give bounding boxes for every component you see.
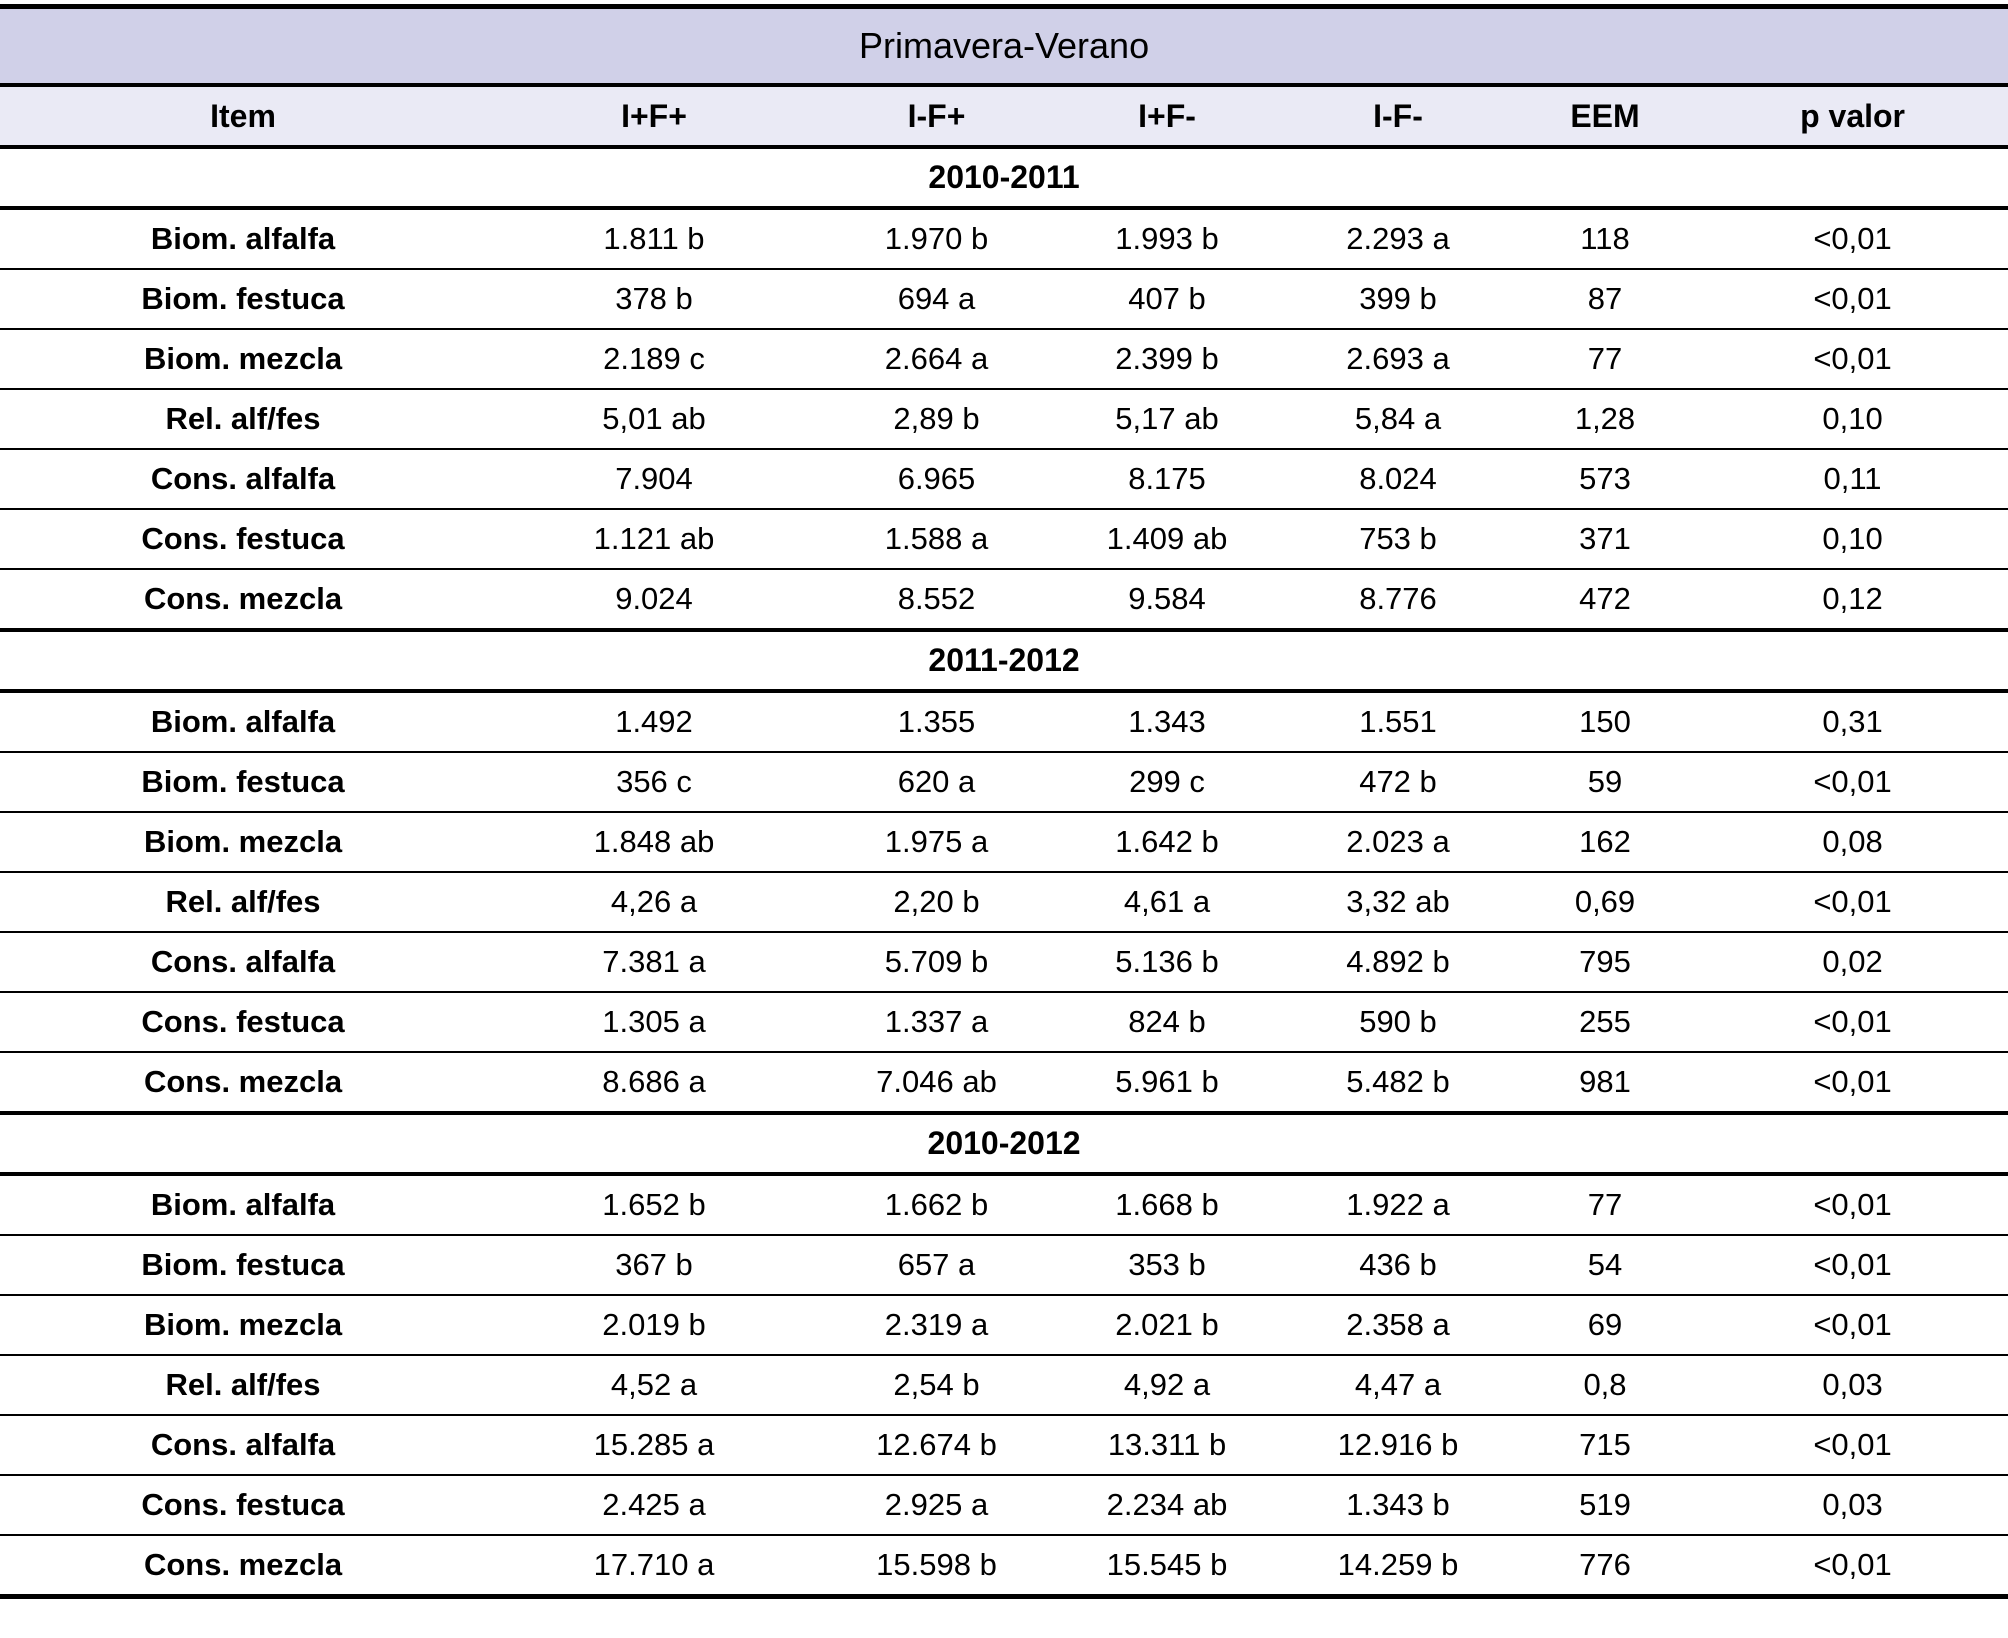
i-plus-f-plus-cell: 1.121 ab bbox=[486, 509, 822, 569]
p-valor-cell: <0,01 bbox=[1697, 872, 2008, 932]
p-valor-cell: <0,01 bbox=[1697, 992, 2008, 1052]
eem-cell: 1,28 bbox=[1513, 389, 1697, 449]
item-cell: Biom. alfalfa bbox=[0, 208, 486, 269]
column-header-i-minus-f-minus: I-F- bbox=[1283, 85, 1513, 147]
item-cell: Biom. mezcla bbox=[0, 812, 486, 872]
item-cell: Cons. mezcla bbox=[0, 569, 486, 630]
item-cell: Cons. alfalfa bbox=[0, 932, 486, 992]
column-header-i-plus-f-plus: I+F+ bbox=[486, 85, 822, 147]
i-plus-f-minus-cell: 2.399 b bbox=[1051, 329, 1283, 389]
i-minus-f-minus-cell: 3,32 ab bbox=[1283, 872, 1513, 932]
i-minus-f-minus-cell: 5,84 a bbox=[1283, 389, 1513, 449]
i-minus-f-plus-cell: 1.337 a bbox=[822, 992, 1051, 1052]
item-cell: Biom. alfalfa bbox=[0, 1174, 486, 1235]
i-plus-f-plus-cell: 2.425 a bbox=[486, 1475, 822, 1535]
section-period-label: 2010-2011 bbox=[0, 147, 2008, 208]
p-valor-cell: <0,01 bbox=[1697, 1052, 2008, 1113]
i-plus-f-plus-cell: 1.811 b bbox=[486, 208, 822, 269]
table-row bbox=[0, 1415, 2008, 1475]
eem-cell: 77 bbox=[1513, 329, 1697, 389]
eem-cell: 981 bbox=[1513, 1052, 1697, 1113]
p-valor-cell: <0,01 bbox=[1697, 269, 2008, 329]
i-minus-f-minus-cell: 5.482 b bbox=[1283, 1052, 1513, 1113]
i-plus-f-plus-cell: 17.710 a bbox=[486, 1535, 822, 1597]
eem-cell: 87 bbox=[1513, 269, 1697, 329]
table-row bbox=[0, 329, 2008, 389]
i-plus-f-minus-cell: 5,17 ab bbox=[1051, 389, 1283, 449]
item-cell: Cons. alfalfa bbox=[0, 1415, 486, 1475]
i-minus-f-plus-cell: 2.925 a bbox=[822, 1475, 1051, 1535]
p-valor-cell: 0,02 bbox=[1697, 932, 2008, 992]
i-plus-f-minus-cell: 9.584 bbox=[1051, 569, 1283, 630]
eem-cell: 118 bbox=[1513, 208, 1697, 269]
i-plus-f-plus-cell: 7.381 a bbox=[486, 932, 822, 992]
table-row bbox=[0, 1052, 2008, 1113]
i-plus-f-plus-cell: 15.285 a bbox=[486, 1415, 822, 1475]
p-valor-cell: <0,01 bbox=[1697, 329, 2008, 389]
p-valor-cell: 0,10 bbox=[1697, 389, 2008, 449]
item-cell: Rel. alf/fes bbox=[0, 389, 486, 449]
i-plus-f-minus-cell: 1.343 bbox=[1051, 691, 1283, 752]
i-minus-f-plus-cell: 8.552 bbox=[822, 569, 1051, 630]
i-minus-f-plus-cell: 7.046 ab bbox=[822, 1052, 1051, 1113]
i-plus-f-plus-cell: 1.652 b bbox=[486, 1174, 822, 1235]
p-valor-cell: 0,10 bbox=[1697, 509, 2008, 569]
eem-cell: 715 bbox=[1513, 1415, 1697, 1475]
i-plus-f-minus-cell: 1.668 b bbox=[1051, 1174, 1283, 1235]
p-valor-cell: <0,01 bbox=[1697, 1535, 2008, 1597]
table-body bbox=[0, 147, 2008, 1597]
i-plus-f-plus-cell: 1.848 ab bbox=[486, 812, 822, 872]
i-plus-f-minus-cell: 1.642 b bbox=[1051, 812, 1283, 872]
i-plus-f-plus-cell: 4,52 a bbox=[486, 1355, 822, 1415]
column-header-i-plus-f-minus: I+F- bbox=[1051, 85, 1283, 147]
eem-cell: 255 bbox=[1513, 992, 1697, 1052]
table-row bbox=[0, 752, 2008, 812]
i-minus-f-minus-cell: 4.892 b bbox=[1283, 932, 1513, 992]
eem-cell: 371 bbox=[1513, 509, 1697, 569]
i-minus-f-plus-cell: 6.965 bbox=[822, 449, 1051, 509]
p-valor-cell: 0,31 bbox=[1697, 691, 2008, 752]
p-valor-cell: 0,03 bbox=[1697, 1475, 2008, 1535]
i-minus-f-plus-cell: 2.664 a bbox=[822, 329, 1051, 389]
i-plus-f-minus-cell: 13.311 b bbox=[1051, 1415, 1283, 1475]
table-row bbox=[0, 1235, 2008, 1295]
p-valor-cell: 0,08 bbox=[1697, 812, 2008, 872]
i-minus-f-minus-cell: 436 b bbox=[1283, 1235, 1513, 1295]
table-row bbox=[0, 569, 2008, 630]
i-minus-f-plus-cell: 2,89 b bbox=[822, 389, 1051, 449]
table-row bbox=[0, 1535, 2008, 1597]
item-cell: Biom. festuca bbox=[0, 752, 486, 812]
column-header-p-valor: p valor bbox=[1697, 85, 2008, 147]
i-plus-f-plus-cell: 7.904 bbox=[486, 449, 822, 509]
eem-cell: 0,8 bbox=[1513, 1355, 1697, 1415]
table-row bbox=[0, 812, 2008, 872]
table-row bbox=[0, 1295, 2008, 1355]
i-plus-f-plus-cell: 356 c bbox=[486, 752, 822, 812]
item-cell: Rel. alf/fes bbox=[0, 1355, 486, 1415]
i-plus-f-minus-cell: 299 c bbox=[1051, 752, 1283, 812]
i-minus-f-plus-cell: 2,54 b bbox=[822, 1355, 1051, 1415]
item-cell: Cons. festuca bbox=[0, 992, 486, 1052]
p-valor-cell: <0,01 bbox=[1697, 208, 2008, 269]
column-header-eem: EEM bbox=[1513, 85, 1697, 147]
p-valor-cell: <0,01 bbox=[1697, 1174, 2008, 1235]
i-minus-f-plus-cell: 1.355 bbox=[822, 691, 1051, 752]
i-minus-f-minus-cell: 590 b bbox=[1283, 992, 1513, 1052]
i-plus-f-plus-cell: 9.024 bbox=[486, 569, 822, 630]
i-plus-f-plus-cell: 4,26 a bbox=[486, 872, 822, 932]
i-minus-f-plus-cell: 620 a bbox=[822, 752, 1051, 812]
i-plus-f-minus-cell: 5.961 b bbox=[1051, 1052, 1283, 1113]
i-plus-f-minus-cell: 1.993 b bbox=[1051, 208, 1283, 269]
table-row bbox=[0, 208, 2008, 269]
item-cell: Biom. festuca bbox=[0, 269, 486, 329]
eem-cell: 795 bbox=[1513, 932, 1697, 992]
i-minus-f-plus-cell: 2,20 b bbox=[822, 872, 1051, 932]
table-row bbox=[0, 1475, 2008, 1535]
table-row bbox=[0, 992, 2008, 1052]
eem-cell: 77 bbox=[1513, 1174, 1697, 1235]
i-minus-f-minus-cell: 8.024 bbox=[1283, 449, 1513, 509]
item-cell: Biom. mezcla bbox=[0, 1295, 486, 1355]
item-cell: Biom. festuca bbox=[0, 1235, 486, 1295]
p-valor-cell: <0,01 bbox=[1697, 1295, 2008, 1355]
table-row bbox=[0, 1355, 2008, 1415]
i-minus-f-minus-cell: 399 b bbox=[1283, 269, 1513, 329]
i-plus-f-plus-cell: 8.686 a bbox=[486, 1052, 822, 1113]
p-valor-cell: <0,01 bbox=[1697, 1415, 2008, 1475]
item-cell: Cons. festuca bbox=[0, 1475, 486, 1535]
i-minus-f-minus-cell: 1.343 b bbox=[1283, 1475, 1513, 1535]
p-valor-cell: <0,01 bbox=[1697, 1235, 2008, 1295]
i-minus-f-minus-cell: 1.551 bbox=[1283, 691, 1513, 752]
table-title: Primavera-Verano bbox=[858, 25, 1150, 66]
eem-cell: 519 bbox=[1513, 1475, 1697, 1535]
i-minus-f-minus-cell: 2.023 a bbox=[1283, 812, 1513, 872]
p-valor-cell: 0,12 bbox=[1697, 569, 2008, 630]
i-plus-f-minus-cell: 5.136 b bbox=[1051, 932, 1283, 992]
i-minus-f-plus-cell: 2.319 a bbox=[822, 1295, 1051, 1355]
column-header-row bbox=[0, 85, 2008, 147]
i-minus-f-plus-cell: 1.970 b bbox=[822, 208, 1051, 269]
section-period-row bbox=[0, 147, 2008, 208]
i-minus-f-minus-cell: 2.693 a bbox=[1283, 329, 1513, 389]
i-plus-f-plus-cell: 367 b bbox=[486, 1235, 822, 1295]
p-valor-cell: <0,01 bbox=[1697, 752, 2008, 812]
item-cell: Cons. alfalfa bbox=[0, 449, 486, 509]
i-minus-f-plus-cell: 1.975 a bbox=[822, 812, 1051, 872]
table-row bbox=[0, 691, 2008, 752]
i-minus-f-minus-cell: 1.922 a bbox=[1283, 1174, 1513, 1235]
i-plus-f-minus-cell: 824 b bbox=[1051, 992, 1283, 1052]
i-plus-f-minus-cell: 15.545 b bbox=[1051, 1535, 1283, 1597]
i-minus-f-plus-cell: 694 a bbox=[822, 269, 1051, 329]
p-valor-cell: 0,11 bbox=[1697, 449, 2008, 509]
i-plus-f-plus-cell: 1.492 bbox=[486, 691, 822, 752]
i-plus-f-minus-cell: 2.021 b bbox=[1051, 1295, 1283, 1355]
i-minus-f-minus-cell: 2.358 a bbox=[1283, 1295, 1513, 1355]
table-row bbox=[0, 872, 2008, 932]
section-period-row bbox=[0, 1113, 2008, 1174]
i-minus-f-minus-cell: 4,47 a bbox=[1283, 1355, 1513, 1415]
item-cell: Cons. mezcla bbox=[0, 1052, 486, 1113]
i-plus-f-minus-cell: 8.175 bbox=[1051, 449, 1283, 509]
item-cell: Biom. mezcla bbox=[0, 329, 486, 389]
i-plus-f-minus-cell: 1.409 ab bbox=[1051, 509, 1283, 569]
eem-cell: 472 bbox=[1513, 569, 1697, 630]
i-plus-f-plus-cell: 378 b bbox=[486, 269, 822, 329]
column-header-item: Item bbox=[0, 85, 486, 147]
table-row bbox=[0, 269, 2008, 329]
eem-cell: 776 bbox=[1513, 1535, 1697, 1597]
i-plus-f-minus-cell: 407 b bbox=[1051, 269, 1283, 329]
i-plus-f-plus-cell: 1.305 a bbox=[486, 992, 822, 1052]
table-title-row bbox=[0, 7, 2008, 86]
eem-cell: 162 bbox=[1513, 812, 1697, 872]
i-plus-f-minus-cell: 353 b bbox=[1051, 1235, 1283, 1295]
i-minus-f-minus-cell: 753 b bbox=[1283, 509, 1513, 569]
i-plus-f-plus-cell: 2.019 b bbox=[486, 1295, 822, 1355]
table-row bbox=[0, 449, 2008, 509]
i-minus-f-minus-cell: 14.259 b bbox=[1283, 1535, 1513, 1597]
section-period-row bbox=[0, 630, 2008, 691]
item-cell: Biom. alfalfa bbox=[0, 691, 486, 752]
p-valor-cell: 0,03 bbox=[1697, 1355, 2008, 1415]
i-plus-f-minus-cell: 4,92 a bbox=[1051, 1355, 1283, 1415]
results-table bbox=[0, 4, 2008, 1599]
i-minus-f-plus-cell: 1.662 b bbox=[822, 1174, 1051, 1235]
i-minus-f-minus-cell: 8.776 bbox=[1283, 569, 1513, 630]
table-row bbox=[0, 932, 2008, 992]
i-minus-f-plus-cell: 1.588 a bbox=[822, 509, 1051, 569]
section-period-label: 2011-2012 bbox=[0, 630, 2008, 691]
i-plus-f-minus-cell: 4,61 a bbox=[1051, 872, 1283, 932]
i-plus-f-minus-cell: 2.234 ab bbox=[1051, 1475, 1283, 1535]
i-minus-f-plus-cell: 5.709 b bbox=[822, 932, 1051, 992]
eem-cell: 150 bbox=[1513, 691, 1697, 752]
table-row bbox=[0, 509, 2008, 569]
eem-cell: 59 bbox=[1513, 752, 1697, 812]
table-row bbox=[0, 1174, 2008, 1235]
eem-cell: 54 bbox=[1513, 1235, 1697, 1295]
i-minus-f-minus-cell: 2.293 a bbox=[1283, 208, 1513, 269]
i-minus-f-plus-cell: 12.674 b bbox=[822, 1415, 1051, 1475]
table-row bbox=[0, 389, 2008, 449]
i-minus-f-minus-cell: 12.916 b bbox=[1283, 1415, 1513, 1475]
item-cell: Cons. festuca bbox=[0, 509, 486, 569]
i-minus-f-minus-cell: 472 b bbox=[1283, 752, 1513, 812]
item-cell: Cons. mezcla bbox=[0, 1535, 486, 1597]
i-plus-f-plus-cell: 5,01 ab bbox=[486, 389, 822, 449]
section-period-label: 2010-2012 bbox=[0, 1113, 2008, 1174]
item-cell: Rel. alf/fes bbox=[0, 872, 486, 932]
eem-cell: 69 bbox=[1513, 1295, 1697, 1355]
i-minus-f-plus-cell: 15.598 b bbox=[822, 1535, 1051, 1597]
column-header-i-minus-f-plus: I-F+ bbox=[822, 85, 1051, 147]
eem-cell: 573 bbox=[1513, 449, 1697, 509]
results-table-container bbox=[0, 4, 2008, 1599]
eem-cell: 0,69 bbox=[1513, 872, 1697, 932]
table-title-cell bbox=[0, 7, 2008, 86]
i-minus-f-plus-cell: 657 a bbox=[822, 1235, 1051, 1295]
i-plus-f-plus-cell: 2.189 c bbox=[486, 329, 822, 389]
